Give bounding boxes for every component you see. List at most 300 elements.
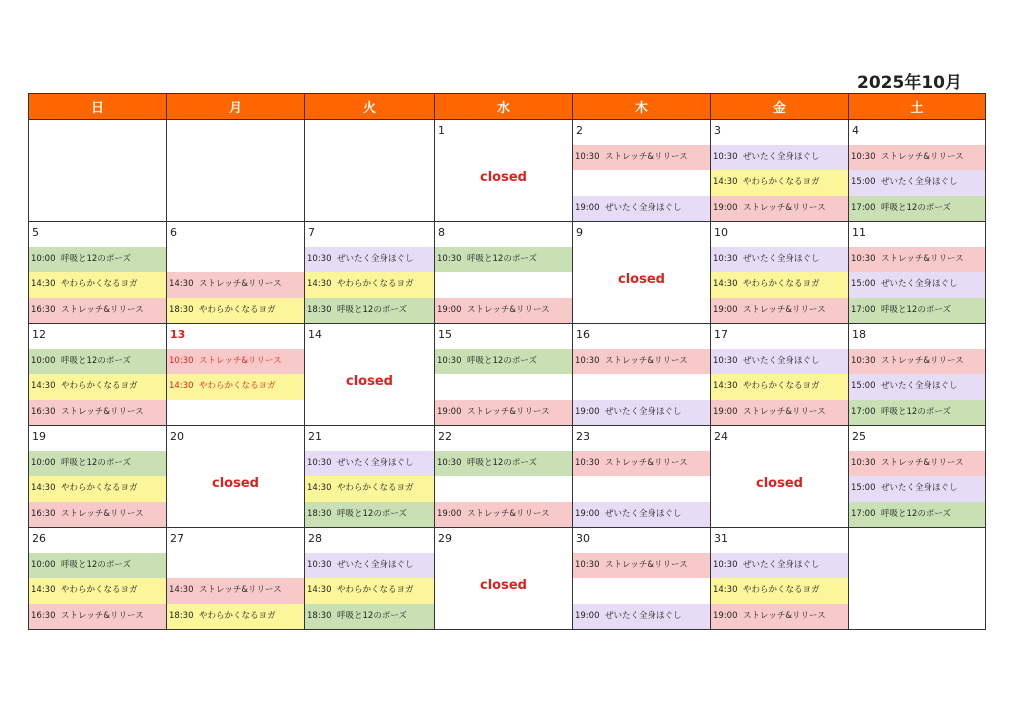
day-number: 5 — [32, 226, 39, 239]
day-number: 7 — [308, 226, 315, 239]
weekday-tue: 火 — [305, 94, 435, 120]
day-cell — [435, 222, 573, 324]
day-cell-content — [435, 222, 572, 323]
class-time: 15:00 — [851, 177, 876, 188]
class-slot — [29, 502, 166, 527]
day-cell — [305, 222, 435, 324]
class-name: やわらかくなるヨガ — [199, 304, 276, 315]
day-cell — [435, 426, 573, 528]
class-name: ストレッチ&リリース — [467, 508, 550, 519]
class-time: 14:30 — [169, 585, 194, 596]
class-time: 10:30 — [437, 458, 462, 468]
class-name: 呼吸と12のポーズ — [467, 254, 537, 264]
class-time: 10:30 — [307, 254, 332, 264]
class-time: 16:30 — [31, 508, 56, 519]
class-name: 呼吸と12のポーズ — [61, 458, 131, 468]
class-slot — [167, 374, 304, 399]
day-cell-content — [305, 324, 434, 425]
weekday-thu: 木 — [573, 94, 711, 120]
class-name: ストレッチ&リリース — [881, 254, 964, 264]
day-cell-content — [435, 120, 572, 221]
day-cell — [305, 528, 435, 630]
day-number: 11 — [852, 226, 866, 239]
class-slot — [435, 451, 572, 476]
class-name: やわらかくなるヨガ — [743, 279, 820, 290]
class-time: 10:30 — [575, 152, 600, 162]
weekday-header-row — [29, 94, 986, 120]
day-cell-content — [711, 426, 848, 527]
class-slot — [305, 476, 434, 501]
day-cell — [435, 120, 573, 222]
class-slot — [167, 349, 304, 374]
day-cell-content — [573, 426, 710, 527]
day-cell — [711, 426, 849, 528]
class-time: 14:30 — [169, 381, 194, 392]
class-name: 呼吸と12のポーズ — [61, 254, 131, 264]
class-time: 18:30 — [307, 508, 332, 519]
class-name: 呼吸と12のポーズ — [467, 356, 537, 366]
class-time: 16:30 — [31, 610, 56, 621]
day-cell-content — [167, 120, 304, 221]
day-cell — [573, 324, 711, 426]
class-time: 19:00 — [713, 202, 738, 213]
class-name: ぜいたく全身ほぐし — [743, 560, 820, 570]
class-slot — [573, 145, 710, 170]
day-cell-content — [167, 324, 304, 425]
day-number: 3 — [714, 124, 721, 137]
class-name: 呼吸と12のポーズ — [881, 202, 951, 213]
class-slot — [849, 451, 985, 476]
day-cell-content — [305, 426, 434, 527]
class-slot — [711, 247, 848, 272]
day-number: 17 — [714, 328, 728, 341]
day-number: 10 — [714, 226, 728, 239]
week-row — [29, 222, 986, 324]
class-name: ストレッチ&リリース — [61, 304, 144, 315]
class-name: 呼吸と12のポーズ — [881, 304, 951, 315]
weekday-sun: 日 — [29, 94, 167, 120]
day-cell-content — [573, 324, 710, 425]
class-name: やわらかくなるヨガ — [61, 585, 138, 596]
class-name: やわらかくなるヨガ — [337, 483, 414, 494]
class-name: 呼吸と12のポーズ — [61, 560, 131, 570]
class-time: 14:30 — [307, 483, 332, 494]
class-time: 17:00 — [851, 304, 876, 315]
empty-slot — [167, 400, 304, 425]
class-slot — [711, 400, 848, 425]
class-name: やわらかくなるヨガ — [337, 585, 414, 596]
class-name: ストレッチ&リリース — [743, 202, 826, 213]
day-cell — [29, 120, 167, 222]
class-name: ぜいたく全身ほぐし — [337, 458, 414, 468]
class-time: 10:30 — [713, 152, 738, 162]
class-time: 10:00 — [31, 254, 56, 264]
class-name: ぜいたく全身ほぐし — [743, 152, 820, 162]
class-time: 14:30 — [31, 279, 56, 290]
day-number: 1 — [438, 124, 445, 137]
class-name: ストレッチ&リリース — [467, 406, 550, 417]
day-number: 21 — [308, 430, 322, 443]
class-name: やわらかくなるヨガ — [61, 279, 138, 290]
class-time: 16:30 — [31, 406, 56, 417]
empty-slot — [573, 578, 710, 603]
weekday-wed: 水 — [435, 94, 573, 120]
class-name: ぜいたく全身ほぐし — [337, 560, 414, 570]
calendar-title: 2025年10月 — [857, 73, 962, 93]
class-time: 10:30 — [713, 254, 738, 264]
day-number: 20 — [170, 430, 184, 443]
day-cell — [29, 324, 167, 426]
closed-label: closed — [756, 476, 803, 491]
day-cell — [849, 528, 986, 630]
day-number: 30 — [576, 532, 590, 545]
class-slot — [29, 451, 166, 476]
week-row — [29, 324, 986, 426]
class-slot — [711, 578, 848, 603]
class-time: 15:00 — [851, 279, 876, 290]
day-cell-content — [711, 222, 848, 323]
day-number: 24 — [714, 430, 728, 443]
day-cell — [305, 324, 435, 426]
day-cell — [573, 528, 711, 630]
day-cell — [711, 528, 849, 630]
class-name: ストレッチ&リリース — [61, 610, 144, 621]
day-cell — [573, 120, 711, 222]
class-name: 呼吸と12のポーズ — [337, 610, 407, 621]
day-cell — [305, 426, 435, 528]
class-time: 10:30 — [437, 356, 462, 366]
closed-label: closed — [618, 272, 665, 287]
class-slot — [573, 400, 710, 425]
day-cell-content — [711, 528, 848, 629]
class-name: やわらかくなるヨガ — [337, 279, 414, 290]
class-time: 14:30 — [713, 381, 738, 392]
class-time: 10:30 — [851, 458, 876, 468]
class-time: 10:30 — [169, 356, 194, 366]
class-slot — [573, 553, 710, 578]
day-number — [29, 120, 166, 145]
class-time: 17:00 — [851, 202, 876, 213]
class-time: 19:00 — [575, 508, 600, 519]
calendar-grid — [28, 93, 986, 630]
class-time: 14:30 — [31, 381, 56, 392]
day-cell-content — [29, 324, 166, 425]
class-name: ぜいたく全身ほぐし — [605, 202, 682, 213]
week-row — [29, 120, 986, 222]
class-time: 19:00 — [575, 202, 600, 213]
class-slot — [849, 196, 985, 221]
class-slot — [711, 145, 848, 170]
day-cell — [435, 324, 573, 426]
class-name: ぜいたく全身ほぐし — [881, 279, 958, 290]
empty-slot — [573, 170, 710, 195]
class-slot — [29, 604, 166, 629]
class-slot — [573, 604, 710, 629]
weekday-fri: 金 — [711, 94, 849, 120]
class-slot — [573, 196, 710, 221]
day-cell-content — [29, 120, 166, 221]
class-name: やわらかくなるヨガ — [743, 177, 820, 188]
class-slot — [711, 349, 848, 374]
class-name: ストレッチ&リリース — [605, 152, 688, 162]
class-time: 16:30 — [31, 304, 56, 315]
class-slot — [849, 349, 985, 374]
class-time: 17:00 — [851, 406, 876, 417]
class-name: 呼吸と12のポーズ — [881, 508, 951, 519]
empty-slot — [435, 476, 572, 501]
class-time: 19:00 — [437, 304, 462, 315]
day-cell-content — [167, 528, 304, 629]
class-slot — [435, 400, 572, 425]
class-name: ぜいたく全身ほぐし — [743, 356, 820, 366]
class-name: ぜいたく全身ほぐし — [743, 254, 820, 264]
class-name: やわらかくなるヨガ — [743, 585, 820, 596]
class-name: やわらかくなるヨガ — [199, 381, 276, 392]
day-cell — [167, 324, 305, 426]
class-time: 10:30 — [851, 254, 876, 264]
day-cell — [849, 120, 986, 222]
class-slot — [29, 247, 166, 272]
class-slot — [167, 272, 304, 297]
day-cell — [711, 324, 849, 426]
class-slot — [849, 502, 985, 527]
day-cell — [573, 222, 711, 324]
class-slot — [305, 502, 434, 527]
empty-slot — [435, 374, 572, 399]
class-slot — [849, 374, 985, 399]
class-time: 19:00 — [713, 406, 738, 417]
class-name: ぜいたく全身ほぐし — [605, 610, 682, 621]
day-cell-content — [305, 120, 434, 221]
class-time: 10:30 — [575, 356, 600, 366]
day-number: 13 — [170, 328, 186, 341]
class-time: 14:30 — [307, 585, 332, 596]
class-slot — [711, 374, 848, 399]
day-cell — [29, 528, 167, 630]
day-number: 9 — [576, 226, 583, 239]
class-time: 10:30 — [575, 560, 600, 570]
class-slot — [573, 502, 710, 527]
class-name: ストレッチ&リリース — [881, 152, 964, 162]
day-number: 29 — [438, 532, 452, 545]
day-cell — [29, 426, 167, 528]
class-slot — [29, 553, 166, 578]
class-slot — [711, 196, 848, 221]
class-name: ストレッチ&リリース — [743, 610, 826, 621]
class-time: 14:30 — [713, 585, 738, 596]
class-slot — [29, 374, 166, 399]
class-slot — [29, 349, 166, 374]
class-name: ストレッチ&リリース — [199, 279, 282, 290]
class-time: 10:30 — [851, 356, 876, 366]
empty-slot — [167, 247, 304, 272]
class-slot — [849, 170, 985, 195]
weekday-mon: 月 — [167, 94, 305, 120]
day-number: 19 — [32, 430, 46, 443]
closed-label: closed — [346, 374, 393, 389]
day-number — [305, 120, 434, 145]
class-time: 15:00 — [851, 483, 876, 494]
class-name: ストレッチ&リリース — [881, 356, 964, 366]
day-cell-content — [849, 324, 985, 425]
day-cell — [305, 120, 435, 222]
class-time: 10:30 — [575, 458, 600, 468]
class-time: 14:30 — [31, 483, 56, 494]
day-cell-content — [573, 528, 710, 629]
day-cell-content — [711, 120, 848, 221]
class-time: 19:00 — [437, 508, 462, 519]
class-time: 14:30 — [713, 279, 738, 290]
class-name: ぜいたく全身ほぐし — [881, 381, 958, 392]
closed-label: closed — [480, 170, 527, 185]
day-cell-content — [849, 426, 985, 527]
class-time: 14:30 — [713, 177, 738, 188]
class-slot — [29, 400, 166, 425]
day-number: 6 — [170, 226, 177, 239]
class-time: 19:00 — [713, 610, 738, 621]
day-cell-content — [849, 120, 985, 221]
class-name: 呼吸と12のポーズ — [337, 508, 407, 519]
class-time: 17:00 — [851, 508, 876, 519]
class-time: 19:00 — [575, 610, 600, 621]
day-number: 26 — [32, 532, 46, 545]
class-slot — [711, 604, 848, 629]
class-slot — [29, 272, 166, 297]
class-name: やわらかくなるヨガ — [743, 381, 820, 392]
class-name: ストレッチ&リリース — [61, 406, 144, 417]
day-number: 15 — [438, 328, 452, 341]
class-name: ストレッチ&リリース — [605, 458, 688, 468]
class-slot — [167, 298, 304, 323]
class-slot — [849, 298, 985, 323]
class-slot — [573, 349, 710, 374]
class-time: 10:30 — [851, 152, 876, 162]
class-name: ぜいたく全身ほぐし — [605, 406, 682, 417]
day-cell-content — [305, 222, 434, 323]
class-slot — [305, 451, 434, 476]
day-cell — [711, 120, 849, 222]
class-slot — [305, 298, 434, 323]
class-slot — [29, 298, 166, 323]
day-cell — [167, 426, 305, 528]
day-cell — [167, 528, 305, 630]
class-time: 19:00 — [575, 406, 600, 417]
day-cell-content — [435, 426, 572, 527]
class-slot — [849, 272, 985, 297]
day-cell-content — [167, 222, 304, 323]
weekday-sat: 土 — [849, 94, 986, 120]
day-cell-content — [29, 426, 166, 527]
class-name: ストレッチ&リリース — [61, 508, 144, 519]
day-cell — [167, 222, 305, 324]
day-number: 8 — [438, 226, 445, 239]
class-slot — [711, 170, 848, 195]
class-name: やわらかくなるヨガ — [61, 381, 138, 392]
class-time: 14:30 — [307, 279, 332, 290]
week-row — [29, 528, 986, 630]
class-time: 10:30 — [307, 560, 332, 570]
class-slot — [573, 451, 710, 476]
empty-slot — [573, 476, 710, 501]
day-number: 18 — [852, 328, 866, 341]
class-slot — [435, 298, 572, 323]
day-cell-content — [849, 528, 985, 629]
class-name: ストレッチ&リリース — [467, 304, 550, 315]
class-name: ストレッチ&リリース — [743, 304, 826, 315]
class-name: ストレッチ&リリース — [605, 356, 688, 366]
class-name: ストレッチ&リリース — [743, 406, 826, 417]
day-number — [849, 528, 985, 553]
day-number: 12 — [32, 328, 46, 341]
day-number: 25 — [852, 430, 866, 443]
class-slot — [711, 553, 848, 578]
day-cell — [711, 222, 849, 324]
class-time: 18:30 — [169, 610, 194, 621]
class-slot — [711, 272, 848, 297]
class-time: 10:30 — [307, 458, 332, 468]
day-cell-content — [305, 528, 434, 629]
day-number: 2 — [576, 124, 583, 137]
class-name: 呼吸と12のポーズ — [337, 304, 407, 315]
class-time: 14:30 — [169, 279, 194, 290]
class-time: 15:00 — [851, 381, 876, 392]
class-time: 14:30 — [31, 585, 56, 596]
class-slot — [167, 604, 304, 629]
day-cell — [849, 324, 986, 426]
day-cell — [849, 222, 986, 324]
class-name: ストレッチ&リリース — [881, 458, 964, 468]
class-slot — [849, 476, 985, 501]
class-name: ぜいたく全身ほぐし — [605, 508, 682, 519]
day-cell — [167, 120, 305, 222]
class-time: 18:30 — [169, 304, 194, 315]
class-time: 10:30 — [713, 356, 738, 366]
day-cell — [573, 426, 711, 528]
class-name: 呼吸と12のポーズ — [61, 356, 131, 366]
day-cell-content — [167, 426, 304, 527]
day-cell-content — [711, 324, 848, 425]
closed-label: closed — [480, 578, 527, 593]
class-name: ぜいたく全身ほぐし — [881, 483, 958, 494]
day-cell-content — [435, 528, 572, 629]
day-cell — [849, 426, 986, 528]
class-slot — [711, 298, 848, 323]
class-slot — [849, 145, 985, 170]
class-name: ストレッチ&リリース — [199, 585, 282, 596]
class-name: ぜいたく全身ほぐし — [337, 254, 414, 264]
class-slot — [167, 578, 304, 603]
day-cell-content — [29, 528, 166, 629]
week-row — [29, 426, 986, 528]
day-cell-content — [573, 222, 710, 323]
class-slot — [305, 604, 434, 629]
class-time: 18:30 — [307, 304, 332, 315]
class-name: 呼吸と12のポーズ — [467, 458, 537, 468]
day-number: 16 — [576, 328, 590, 341]
closed-label: closed — [212, 476, 259, 491]
empty-slot — [435, 272, 572, 297]
empty-slot — [167, 553, 304, 578]
day-number: 4 — [852, 124, 859, 137]
day-cell — [435, 528, 573, 630]
class-slot — [305, 578, 434, 603]
day-cell — [29, 222, 167, 324]
class-name: ぜいたく全身ほぐし — [881, 177, 958, 188]
class-name: ストレッチ&リリース — [605, 560, 688, 570]
class-slot — [435, 349, 572, 374]
class-slot — [305, 272, 434, 297]
class-slot — [29, 578, 166, 603]
